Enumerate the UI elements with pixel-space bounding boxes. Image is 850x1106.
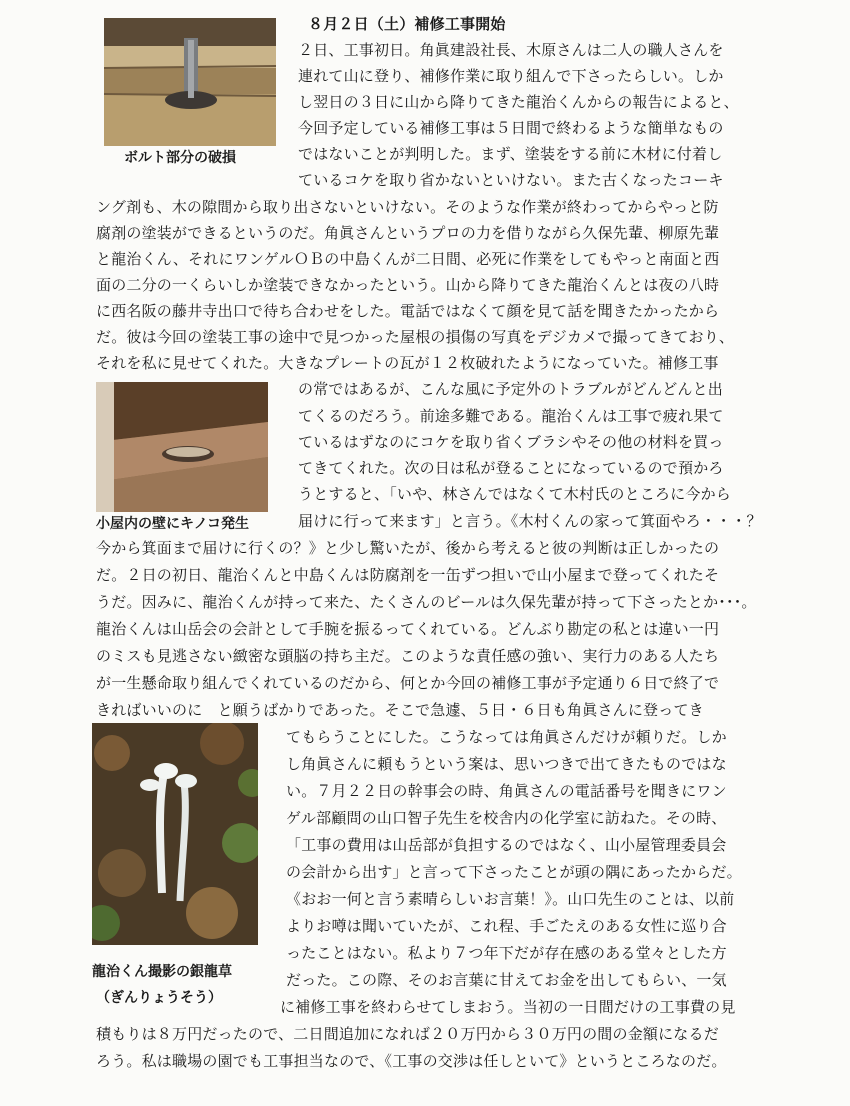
body-line: 腐剤の塗装ができるというのだ。角眞さんというプロの力を借りながら久保先輩、柳原先輩 <box>96 224 720 242</box>
body-line: だ。２日の初日、龍治くんと中島くんは防腐剤を一缶ずつ担いで山小屋まで登ってくれたそ <box>96 566 720 584</box>
body-line: い。７月２２日の幹事会の時、角眞さんの電話番号を聞きにワン <box>286 782 727 800</box>
body-line: よりお噂は聞いていたが、これ程、手ごたえのある女性に巡り合 <box>286 917 727 935</box>
body-line: 連れて山に登り、補修作業に取り組んで下さったらしい。しか <box>298 67 724 85</box>
body-line: ゲル部顧問の山口智子先生を校舎内の化学室に訪ねた。その時、 <box>286 809 727 827</box>
photo-caption: 龍治くん撮影の銀龍草 <box>92 964 232 980</box>
body-line: 《おお一何と言う素晴らしいお言葉！》。山口先生のことは、以前 <box>286 890 735 908</box>
body-line: 今回予定している補修工事は５日間で終わるような簡単なもの <box>298 119 724 137</box>
body-line: 「工事の費用は山岳部が負担するのではなく、山小屋管理委員会 <box>286 836 727 854</box>
bolt-damage-photo <box>104 18 276 146</box>
photo-caption: 小屋内の壁にキノコ発生 <box>96 516 250 532</box>
body-line: ているはずなのにコケを取り省くブラシやその他の材料を買っ <box>298 433 724 451</box>
body-line: 届けに行って来ます」と言う。《木村くんの家って箕面やろ・・・？ <box>298 512 762 530</box>
body-line: きればいいのに と願うばかりであった。そこで急遽、５日・６日も角眞さんに登ってき <box>96 701 704 719</box>
body-line: だ。彼は今回の塗装工事の途中で見つかった屋根の損傷の写真をデジカメで撮ってきており、 <box>96 328 735 346</box>
body-line: うとすると、「いや、林さんではなくて木村氏のところに今から <box>298 485 732 503</box>
body-line: だった。この際、そのお言葉に甘えてお金を出してもらい、一気 <box>286 971 727 989</box>
body-line: ろう。私は職場の園でも工事担当なので、《工事の交渉は任しといて》というところなのだ。 <box>96 1052 727 1070</box>
body-line: てきてくれた。次の日は私が登ることになっているので預かろ <box>298 459 724 477</box>
body-line: ２日、工事初日。角眞建設社長、木原さんは二人の職人さんを <box>298 41 724 59</box>
photo-caption: ボルト部分の破損 <box>124 150 236 166</box>
body-line: に補修工事を終わらせてしまおう。当初の一日間だけの工事費の見 <box>280 998 736 1016</box>
body-line: うだ。因みに、龍治くんが持って来た、たくさんのビールは久保先輩が持って下さったとか･･･。 <box>96 593 757 611</box>
body-line: の常ではあるが、こんな風に予定外のトラブルがどんどんと出 <box>298 380 724 398</box>
body-line: ったことはない。私より７つ年下だが存在感のある堂々とした方 <box>286 944 727 962</box>
body-line: に西名阪の藤井寺出口で待ち合わせをした。電話ではなくて顔を見て話を聞きたかったから <box>96 302 720 320</box>
body-line: 積もりは８万円だったので、二日間追加になれば２０万円から３０万円の間の金額になるだ <box>96 1025 719 1043</box>
body-line: の会計から出す」と言って下さったことが頭の隅にあったからだ。 <box>286 863 742 881</box>
body-line: ではないことが判明した。まず、塗装をする前に木材に付着し <box>298 145 723 163</box>
body-line: ング剤も、木の隙間から取り出さないといけない。そのような作業が終わってからやっと防 <box>96 198 719 216</box>
body-line: が一生懸命取り組んでくれているのだから、何とか今回の補修工事が予定通り６日で終了で <box>96 674 720 692</box>
body-line: 龍治くんは山岳会の会計として手腕を振るってくれている。どんぶり勘定の私とは違い一円 <box>96 620 720 638</box>
body-line: ているコケを取り省かないといけない。また古くなったコーキ <box>298 171 724 189</box>
body-line: 面の二分の一くらいしか塗装できなかったという。山から降りてきた龍治くんとは夜の八時 <box>96 276 720 294</box>
body-line: と龍治くん、それにワンゲルＯＢの中島くんが二日間、必死に作業をしてもやっと南面と西 <box>96 250 720 268</box>
body-line: のミスも見逃さない緻密な頭脳の持ち主だ。このような責任感の強い、実行力のある人たち <box>96 647 720 665</box>
mushroom-photo <box>96 382 268 512</box>
body-line: し角眞さんに頼もうという案は、思いつきで出てきたものではな <box>286 755 727 773</box>
ghost-plant-photo <box>92 723 258 945</box>
body-line: 今から箕面まで届けに行くの？》と少し驚いたが、後から考えると彼の判断は正しかったの <box>96 539 720 557</box>
body-line: てもらうことにした。こうなっては角眞さんだけが頼りだ。しか <box>286 728 727 746</box>
section-heading: ８月２日（土）補修工事開始 <box>308 15 506 33</box>
photo-caption-reading: （ぎんりょうそう） <box>96 990 222 1006</box>
body-line: てくるのだろう。前途多難である。龍治くんは工事で疲れ果て <box>298 407 724 425</box>
body-line: それを私に見せてくれた。大きなプレートの瓦が１２枚破れたようになっていた。補修工事 <box>96 354 719 372</box>
body-line: し翌日の３日に山から降りてきた龍治くんからの報告によると、 <box>298 93 739 111</box>
